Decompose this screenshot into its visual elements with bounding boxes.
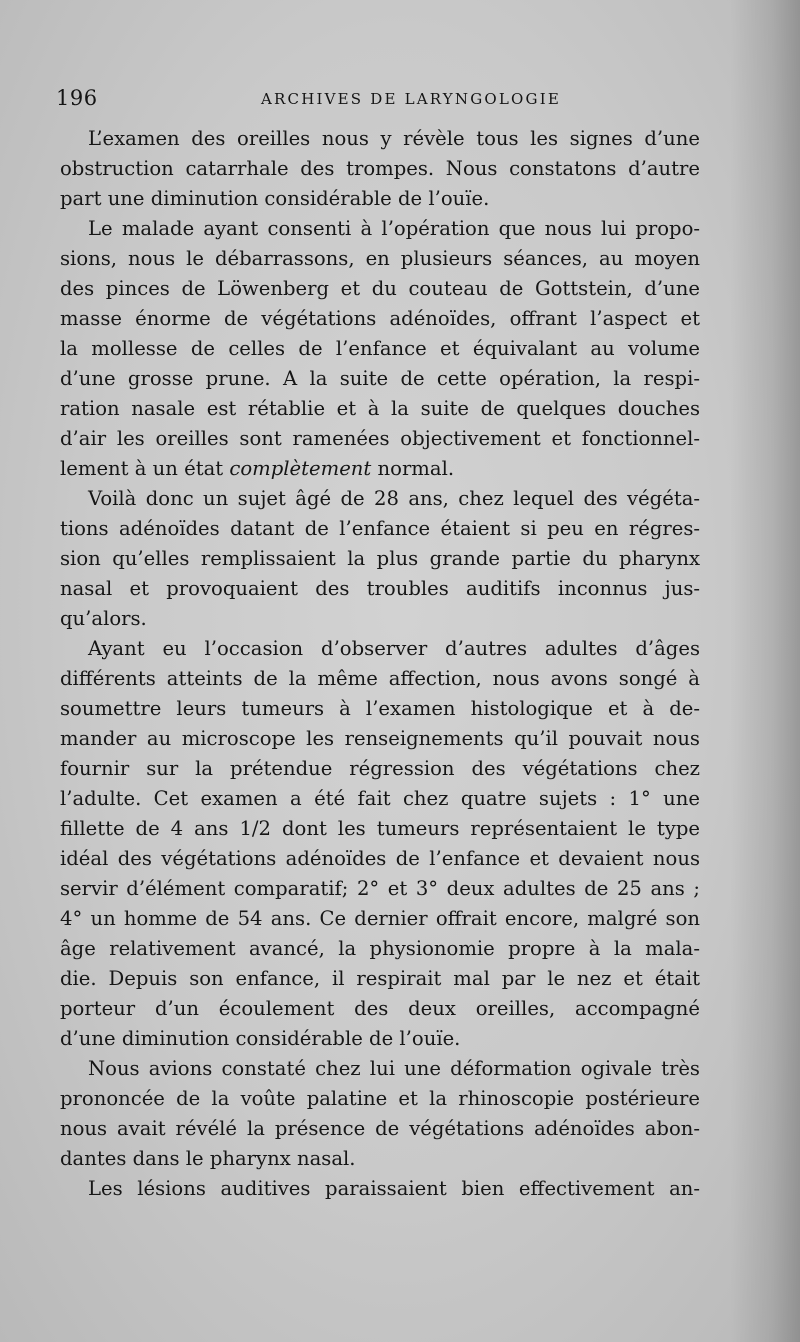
text-line: Les lésions auditives paraissaient bien effectivement an- xyxy=(88,1177,700,1200)
page-number: 196 xyxy=(56,86,98,110)
text-line: Voilà donc un sujet âgé de 28 ans, chez lequel des végéta- xyxy=(88,487,700,510)
text-line: des pinces de Löwenberg et du couteau de Gottstein, d’une xyxy=(60,277,700,300)
text-line: obstruction catarrhale des trompes. Nous constatons d’autre xyxy=(60,157,700,180)
text-line: qu’alors. xyxy=(60,607,147,630)
text-line: 4° un homme de 54 ans. Ce dernier offrait encore, malgré son xyxy=(60,907,700,930)
text-line: Le malade ayant consenti à l’opération que nous lui propo- xyxy=(88,217,700,240)
text-line: sion qu’elles remplissaient la plus grande partie du pharynx xyxy=(60,547,700,570)
paragraph xyxy=(60,214,700,484)
text-line: d’une diminution considérable de l’ouïe. xyxy=(60,1027,461,1050)
text-segment: normal. xyxy=(371,457,455,480)
text-line: fournir sur la prétendue régression des végétations chez xyxy=(60,757,700,780)
text-line: L’examen des oreilles nous y révèle tous les signes d’une xyxy=(88,127,700,150)
text-line: tions adénoïdes datant de l’enfance étaient si peu en régres- xyxy=(60,517,700,540)
paragraph xyxy=(60,1174,700,1204)
text-line: part une diminution considérable de l’ouïe. xyxy=(60,187,490,210)
text-line: âge relativement avancé, la physionomie propre à la mala- xyxy=(60,937,700,960)
paragraph xyxy=(60,1054,700,1174)
text-line: ration nasale est rétablie et à la suite de quelques douches xyxy=(60,397,700,420)
text-line: idéal des végétations adénoïdes de l’enfance et devaient nous xyxy=(60,847,700,870)
text-line: soumettre leurs tumeurs à l’examen histologique et à de- xyxy=(60,697,700,720)
text-line: nous avait révélé la présence de végétations adénoïdes abon- xyxy=(60,1117,700,1140)
text-line: différents atteints de la même affection, nous avons songé à xyxy=(60,667,700,690)
text-line: dantes dans le pharynx nasal. xyxy=(60,1147,356,1170)
page-edge-shadow xyxy=(730,0,800,1342)
text-line: sions, nous le débarrassons, en plusieurs séances, au moyen xyxy=(60,247,700,270)
text-line: d’air les oreilles sont ramenées objectivement et fonctionnel- xyxy=(60,427,700,450)
text-line: masse énorme de végétations adénoïdes, offrant l’aspect et xyxy=(60,307,700,330)
page-header xyxy=(56,86,706,116)
text-line: porteur d’un écoulement des deux oreilles, accompagné xyxy=(60,997,700,1020)
text-line: la mollesse de celles de l’enfance et équivalant au volume xyxy=(60,337,700,360)
text-line: Nous avions constaté chez lui une déformation ogivale très xyxy=(88,1057,700,1080)
text-line: prononcée de la voûte palatine et la rhinoscopie postérieure xyxy=(60,1087,700,1110)
text-segment: lement à un état xyxy=(60,457,230,480)
text-line: mander au microscope les renseignements qu’il pouvait nous xyxy=(60,727,700,750)
paragraph xyxy=(60,484,700,634)
text-line: d’une grosse prune. A la suite de cette opération, la respi- xyxy=(60,367,700,390)
body-text xyxy=(60,124,700,1204)
text-line: die. Depuis son enfance, il respirait mal par le nez et était xyxy=(60,967,700,990)
paragraph xyxy=(60,124,700,214)
running-title: ARCHIVES DE LARYNGOLOGIE xyxy=(260,90,562,108)
paragraph xyxy=(60,634,700,1054)
text-line: nasal et provoquaient des troubles auditifs inconnus jus- xyxy=(60,577,700,600)
text-line: l’adulte. Cet examen a été fait chez quatre sujets : 1° une xyxy=(60,787,700,810)
text-line: servir d’élément comparatif; 2° et 3° deux adultes de 25 ans ; xyxy=(60,877,700,900)
text-line: Ayant eu l’occasion d’observer d’autres adultes d’âges xyxy=(88,637,700,660)
text-line xyxy=(60,454,700,484)
emphasized-word: complètement xyxy=(229,457,372,480)
text-line: fillette de 4 ans 1/2 dont les tumeurs représentaient le type xyxy=(60,817,700,840)
